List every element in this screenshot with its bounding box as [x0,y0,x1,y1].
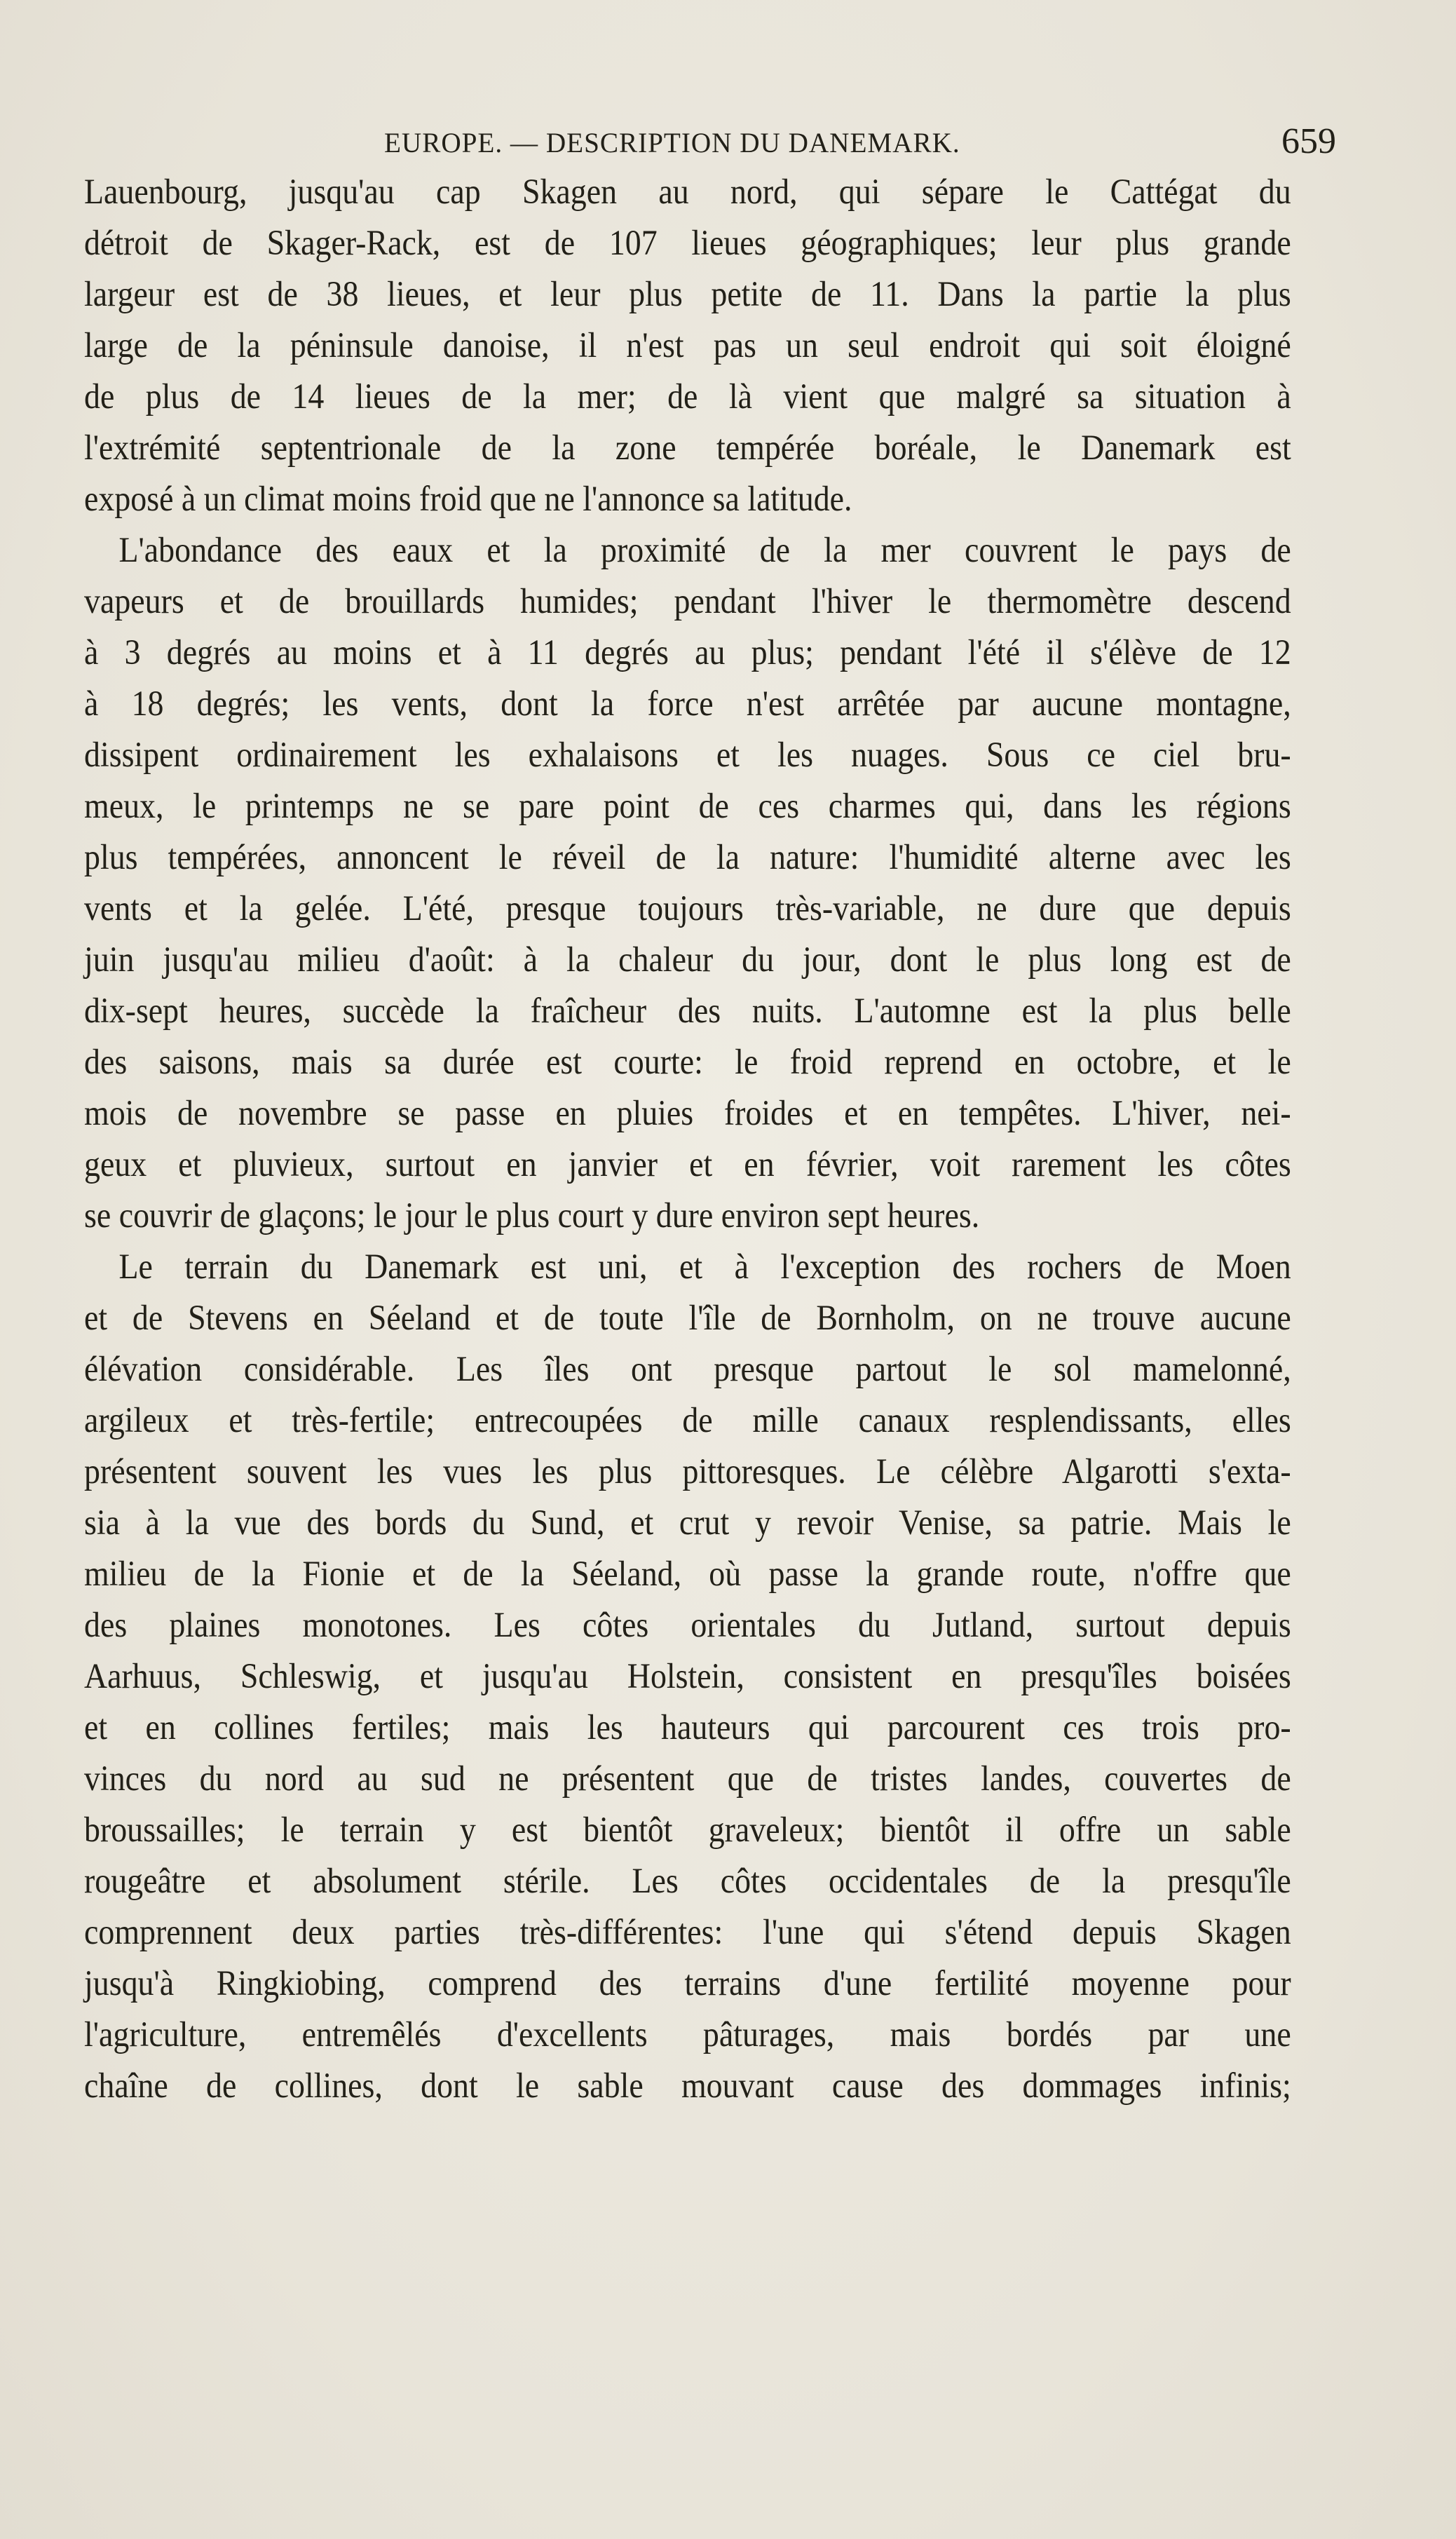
text-line: juin jusqu'au milieu d'août: à la chaleur du jour, dont le plus long est de [84,940,1291,980]
text-line: Aarhuus, Schleswig, et jusqu'au Holstein, consistent en presqu'îles boisées [84,1657,1291,1696]
text-line: Lauenbourg, jusqu'au cap Skagen au nord, qui sépare le Cattégat du [84,172,1291,212]
text-line: vinces du nord au sud ne présentent que de tristes landes, couvertes de [84,1759,1291,1799]
text-line: à 3 degrés au moins et à 11 degrés au plus; pendant l'été il s'élève de 12 [84,633,1291,672]
running-title: EUROPE. — DESCRIPTION DU DANEMARK. [384,127,960,158]
text-line: se couvrir de glaçons; le jour le plus court y dure environ sept heures. [84,1196,980,1235]
text-line: vapeurs et de brouillards humides; pendant l'hiver le thermomètre descend [84,582,1291,621]
body-text [84,167,1291,2112]
text-line: vents et la gelée. L'été, presque toujours très-variable, ne dure que depuis [84,889,1291,928]
page-header [384,121,1336,170]
text-line: chaîne de collines, dont le sable mouvant cause des dommages infinis; [84,2066,1291,2106]
text-line: L'abondance des eaux et la proximité de la mer couvrent le pays de [118,531,1291,570]
text-line: largeur est de 38 lieues, et leur plus petite de 11. Dans la partie la plus [84,275,1291,314]
text-line: détroit de Skager-Rack, est de 107 lieues géographiques; leur plus grande [84,224,1291,263]
text-line: Le terrain du Danemark est uni, et à l'exception des rochers de Moen [118,1247,1291,1287]
text-line: et en collines fertiles; mais les hauteurs qui parcourent ces trois pro- [84,1708,1291,1747]
text-line: mois de novembre se passe en pluies froides et en tempêtes. L'hiver, nei- [84,1094,1291,1133]
text-line: des saisons, mais sa durée est courte: le froid reprend en octobre, et le [84,1043,1291,1082]
text-line: et de Stevens en Séeland et de toute l'île de Bornholm, on ne trouve aucune [84,1299,1291,1338]
text-line: l'agriculture, entremêlés d'excellents pâturages, mais bordés par une [84,2015,1291,2054]
text-line: de plus de 14 lieues de la mer; de là vient que malgré sa situation à [84,377,1291,417]
text-line: meux, le printemps ne se pare point de ces charmes qui, dans les régions [84,787,1291,826]
text-line: dix-sept heures, succède la fraîcheur des nuits. L'automne est la plus belle [84,991,1291,1031]
text-line: geux et pluvieux, surtout en janvier et en février, voit rarement les côtes [84,1145,1291,1184]
text-line: des plaines monotones. Les côtes orientales du Jutland, surtout depuis [84,1606,1291,1645]
text-line: rougeâtre et absolument stérile. Les côtes occidentales de la presqu'île [84,1862,1291,1901]
text-line: présentent souvent les vues les plus pittoresques. Le célèbre Algarotti s'exta- [84,1452,1291,1491]
text-line: sia à la vue des bords du Sund, et crut y revoir Venise, sa patrie. Mais le [84,1503,1291,1543]
text-line: jusqu'à Ringkiobing, comprend des terrains d'une fertilité moyenne pour [84,1964,1291,2003]
text-line: argileux et très-fertile; entrecoupées de mille canaux resplendissants, elles [84,1401,1291,1440]
text-line: dissipent ordinairement les exhalaisons et les nuages. Sous ce ciel bru- [84,736,1291,775]
text-line: élévation considérable. Les îles ont presque partout le sol mamelonné, [84,1350,1291,1389]
text-line: à 18 degrés; les vents, dont la force n'est arrêtée par aucune montagne, [84,684,1291,724]
text-line: large de la péninsule danoise, il n'est pas un seul endroit qui soit éloigné [84,326,1291,365]
text-line: plus tempérées, annoncent le réveil de la nature: l'humidité alterne avec les [84,838,1291,877]
text-line: broussailles; le terrain y est bientôt graveleux; bientôt il offre un sable [84,1810,1291,1850]
text-line: milieu de la Fionie et de la Séeland, où passe la grande route, n'offre que [84,1555,1291,1594]
text-line: exposé à un climat moins froid que ne l'annonce sa latitude. [84,480,852,519]
text-line: comprennent deux parties très-différentes: l'une qui s'étend depuis Skagen [84,1913,1291,1952]
text-line: l'extrémité septentrionale de la zone tempérée boréale, le Danemark est [84,428,1291,468]
page-number: 659 [1281,121,1336,161]
